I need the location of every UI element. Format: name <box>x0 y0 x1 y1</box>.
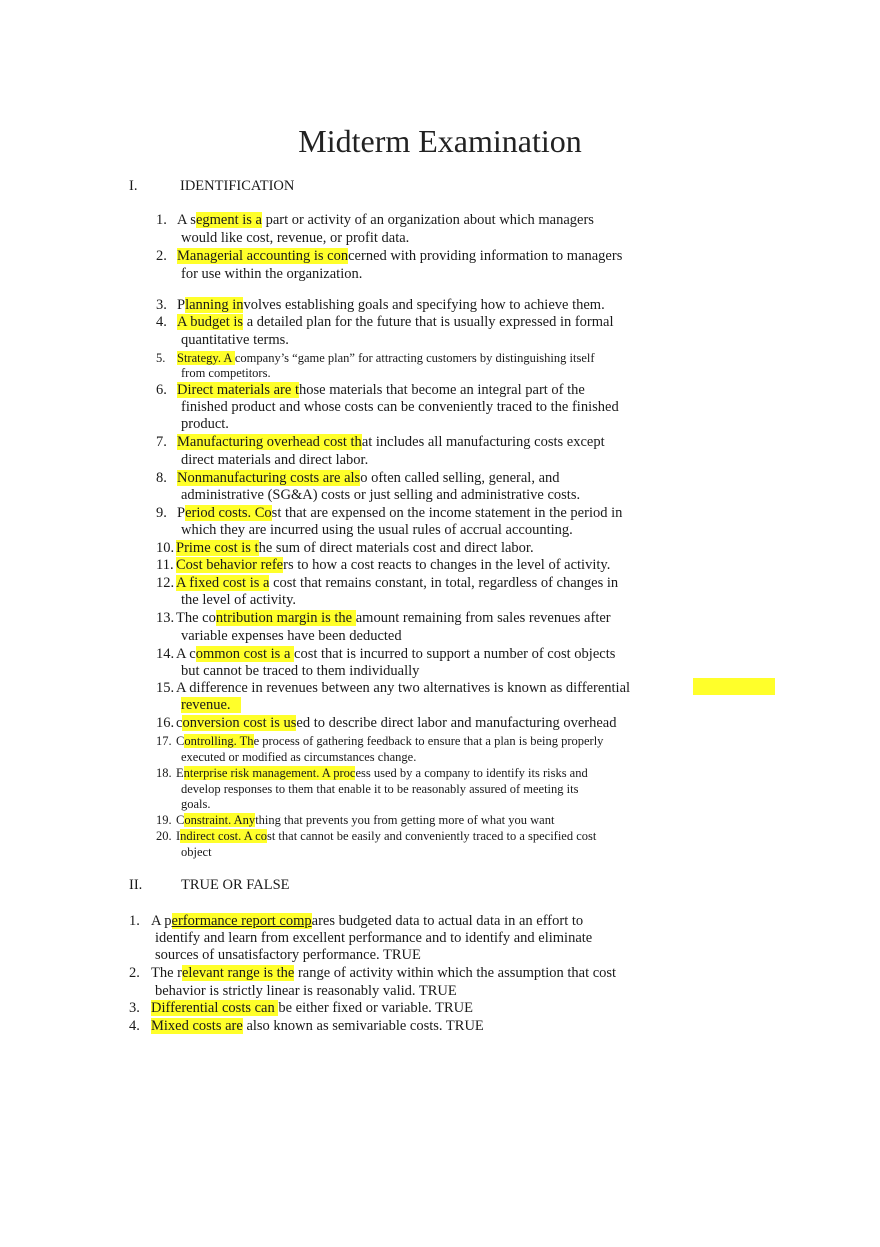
list-item: 14. A common cost is a cost that is incurred to support a number of cost objects <box>156 646 616 662</box>
list-item-continuation: develop responses to them that enable it to be reasonably assured of meeting its <box>181 782 579 796</box>
section-2-heading: TRUE OR FALSE <box>181 877 290 893</box>
highlight: Cost behavior refe <box>176 557 284 573</box>
list-item: 8. Nonmanufacturing costs are also often called selling, general, and <box>156 470 560 486</box>
list-item-continuation: variable expenses have been deducted <box>181 628 402 644</box>
highlight: A fixed cost is a <box>176 575 270 591</box>
list-item: 9. Period costs. Cost that are expensed on the income statement in the period in <box>156 505 623 521</box>
list-item: 3. Differential costs can be either fixed or variable. TRUE <box>129 1000 473 1016</box>
highlight: onstraint. Any <box>184 813 256 827</box>
list-item: 3. Planning involves establishing goals and specifying how to achieve them. <box>156 297 605 313</box>
list-item-continuation: goals. <box>181 797 211 811</box>
list-item: 18. Enterprise risk management. A process used by a company to identify its risks and <box>156 766 588 780</box>
highlight: Manufacturing overhead cost th <box>177 434 362 450</box>
section-2-numeral: II. <box>129 877 143 893</box>
highlight: Mixed costs are <box>151 1018 243 1034</box>
list-item: 6. Direct materials are those materials that become an integral part of the <box>156 382 585 398</box>
list-item-continuation: behavior is strictly linear is reasonably valid. TRUE <box>155 983 457 999</box>
list-item-continuation: object <box>181 845 212 859</box>
list-item-continuation: finished product and whose costs can be conveniently traced to the finished <box>181 399 619 415</box>
list-item-continuation: product. <box>181 416 229 432</box>
highlight: eriod costs. Co <box>185 505 272 521</box>
highlight: nterprise risk management. A proc <box>183 766 356 780</box>
list-item-continuation: for use within the organization. <box>181 266 363 282</box>
list-item: 4. Mixed costs are also known as semivariable costs. TRUE <box>129 1018 484 1034</box>
highlight: Nonmanufacturing costs are als <box>177 470 361 486</box>
list-item: 5. Strategy. A company’s “game plan” for attracting customers by distinguishing itself <box>156 351 595 365</box>
list-item-continuation: executed or modified as circumstances change. <box>181 750 417 764</box>
section-1-numeral: I. <box>129 178 138 194</box>
page-title: Midterm Examination <box>298 123 582 159</box>
highlight: ontrolling. Th <box>184 734 254 748</box>
list-item: 7. Manufacturing overhead cost that includes all manufacturing costs except <box>156 434 605 450</box>
list-item-continuation: from competitors. <box>181 366 271 380</box>
list-item: 12. A fixed cost is a cost that remains constant, in total, regardless of changes in <box>156 575 619 591</box>
list-item-continuation: which they are incurred using the usual rules of accrual accounting. <box>181 522 573 538</box>
list-item-continuation: sources of unsatisfactory performance. TRUE <box>155 947 421 963</box>
highlight: ommon cost is a <box>195 646 295 662</box>
highlight: ndirect cost. A co <box>180 829 267 843</box>
list-item: 17. Controlling. The process of gathering feedback to ensure that a plan is being properly <box>156 734 604 748</box>
list-item-continuation: the level of activity. <box>181 592 297 608</box>
list-item-continuation: direct materials and direct labor. <box>181 452 369 468</box>
highlight: elevant range is the <box>182 965 295 981</box>
list-item: 4. A budget is a detailed plan for the future that is usually expressed in formal <box>156 314 614 330</box>
stray-highlight <box>693 678 775 695</box>
highlight: Managerial accounting is con <box>177 248 349 264</box>
highlight: egment is a <box>195 212 262 228</box>
list-item: 11. Cost behavior refers to how a cost reacts to changes in the level of activity. <box>156 557 611 573</box>
highlight: ntribution margin is the <box>215 610 356 626</box>
list-item: 1. A performance report compares budgeted data to actual data in an effort to <box>129 913 584 929</box>
list-item: 20. Indirect cost. A cost that cannot be easily and conveniently traced to a specified cost <box>156 829 597 843</box>
list-item: 10. Prime cost is the sum of direct materials cost and direct labor. <box>156 540 534 556</box>
list-item: 2. Managerial accounting is concerned with providing information to managers <box>156 248 623 264</box>
list-item: 19. Constraint. Anything that prevents you from getting more of what you want <box>156 813 555 827</box>
highlight: Direct materials are t <box>177 382 299 398</box>
list-item: 15. A difference in revenues between any two alternatives is known as differential <box>156 680 631 696</box>
highlight: Strategy. A <box>177 351 235 365</box>
list-item-continuation <box>181 697 241 715</box>
highlight: Differential costs can <box>151 1000 279 1016</box>
highlight: onversion cost is us <box>182 715 297 731</box>
list-item: 16. conversion cost is used to describe direct labor and manufacturing overhead <box>156 715 617 731</box>
list-item-continuation: would like cost, revenue, or profit data. <box>181 230 410 246</box>
list-item: 13. The contribution margin is the amount remaining from sales revenues after <box>156 610 611 626</box>
highlight: lanning in <box>185 297 244 313</box>
list-item-continuation: quantitative terms. <box>181 332 289 348</box>
list-item-continuation: identify and learn from excellent performance and to identify and eliminate <box>155 930 593 946</box>
highlight: Prime cost is t <box>176 540 259 556</box>
list-item-continuation: but cannot be traced to them individually <box>181 663 420 679</box>
highlight: A budget is <box>177 314 244 330</box>
highlight: revenue. <box>181 697 231 713</box>
list-item: 2. The relevant range is the range of activity within which the assumption that cost <box>129 965 617 981</box>
list-item: 1. A segment is a part or activity of an organization about which managers <box>156 212 594 228</box>
highlight: erformance report comp <box>171 913 312 929</box>
section-1-heading: IDENTIFICATION <box>180 178 295 194</box>
list-item-continuation: administrative (SG&A) costs or just selling and administrative costs. <box>181 487 581 503</box>
